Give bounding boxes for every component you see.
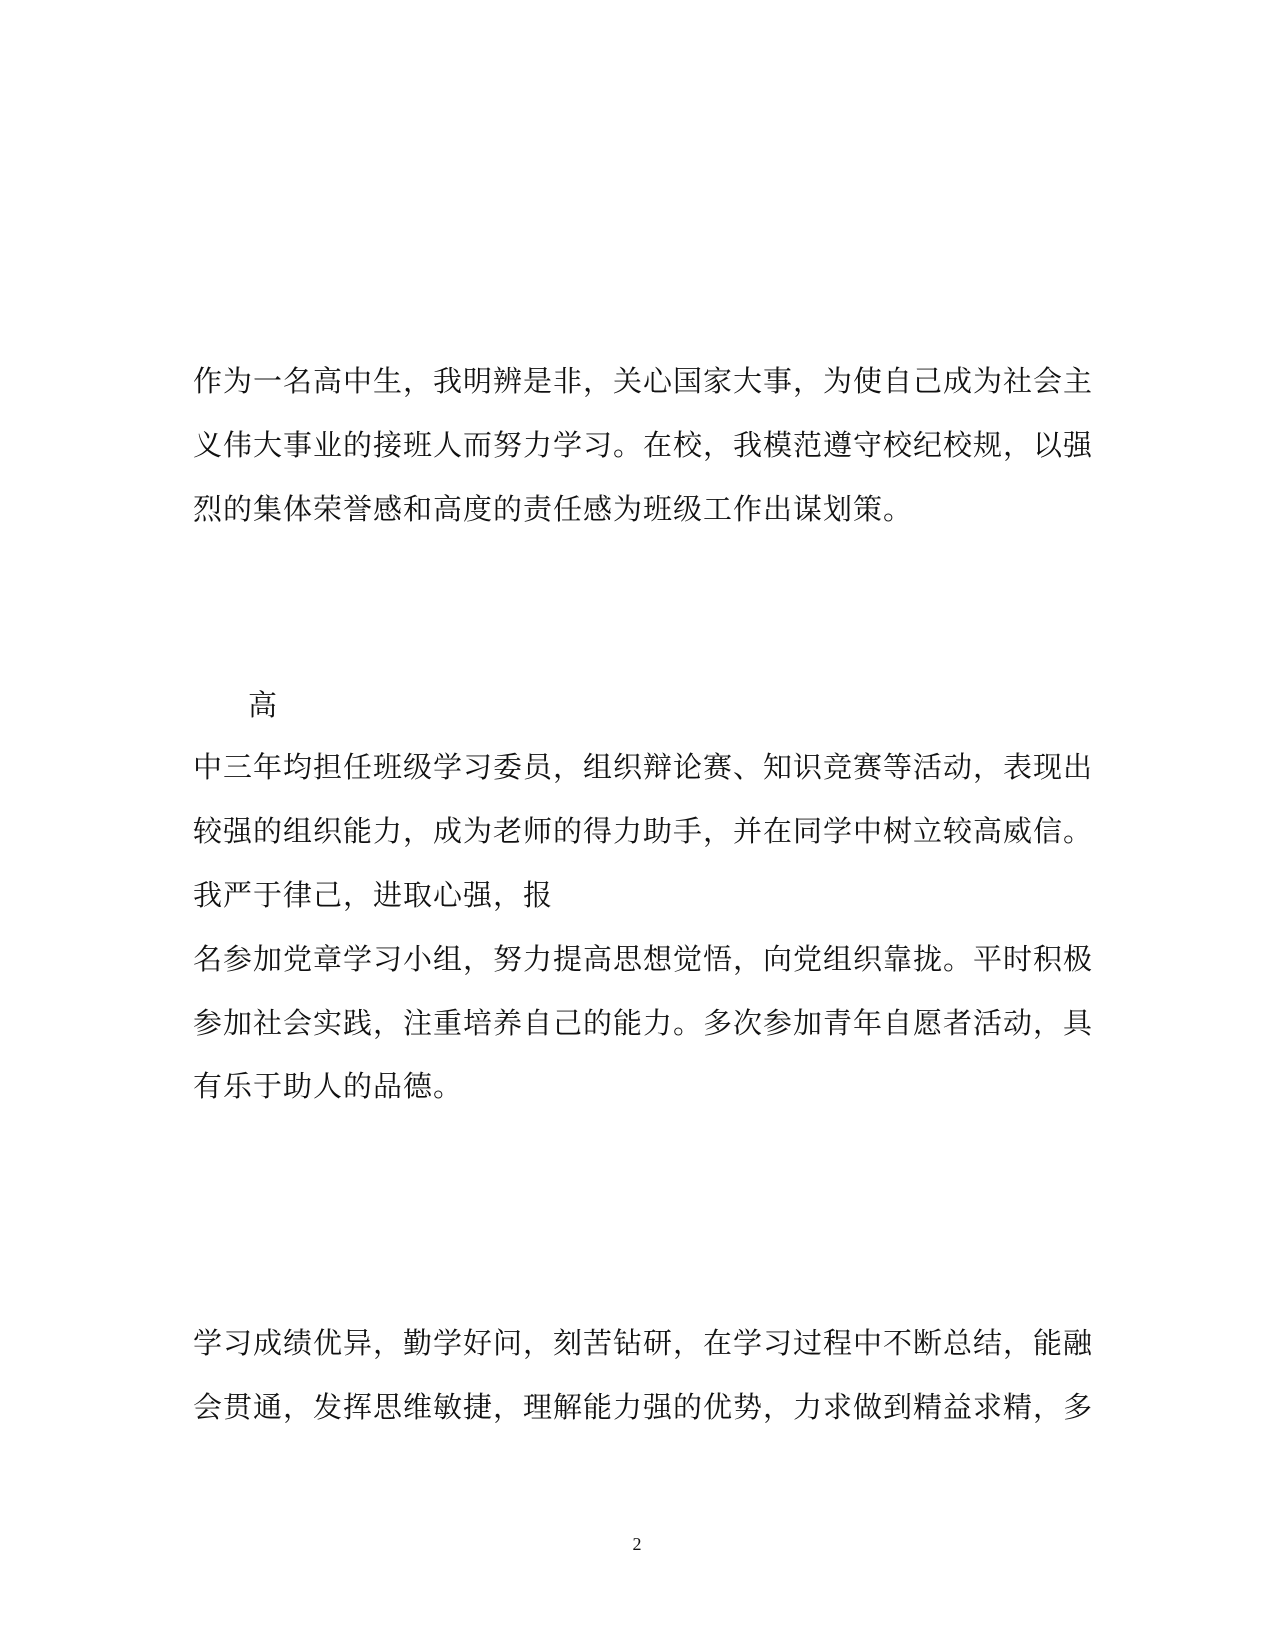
text-line: 有乐于助人的品德。 <box>193 1069 464 1103</box>
text-line: 中三年均担任班级学习委员，组织辩论赛、知识竞赛等活动，表现出 <box>193 750 1094 784</box>
text-line: 较强的组织能力，成为老师的得力助手，并在同学中树立较高威信。 <box>193 814 1094 848</box>
text-line: 烈的集体荣誉感和高度的责任感为班级工作出谋划策。 <box>193 492 914 526</box>
text-line: 名参加党章学习小组，努力提高思想觉悟，向党组织靠拢。平时积极 <box>193 942 1094 976</box>
text-line: 高 <box>248 688 279 722</box>
text-line: 学习成绩优异，勤学好问，刻苦钻研，在学习过程中不断总结，能融 <box>193 1326 1094 1360</box>
page-number: 2 <box>632 1534 642 1554</box>
text-line: 我严于律己，进取心强，报 <box>193 878 554 912</box>
text-line: 参加社会实践，注重培养自己的能力。多次参加青年自愿者活动，具 <box>193 1006 1094 1040</box>
text-line: 义伟大事业的接班人而努力学习。在校，我模范遵守校纪校规，以强 <box>193 428 1094 462</box>
text-line: 会贯通，发挥思维敏捷，理解能力强的优势，力求做到精益求精，多 <box>193 1390 1094 1424</box>
text-line: 作为一名高中生，我明辨是非，关心国家大事，为使自己成为社会主 <box>193 364 1094 398</box>
